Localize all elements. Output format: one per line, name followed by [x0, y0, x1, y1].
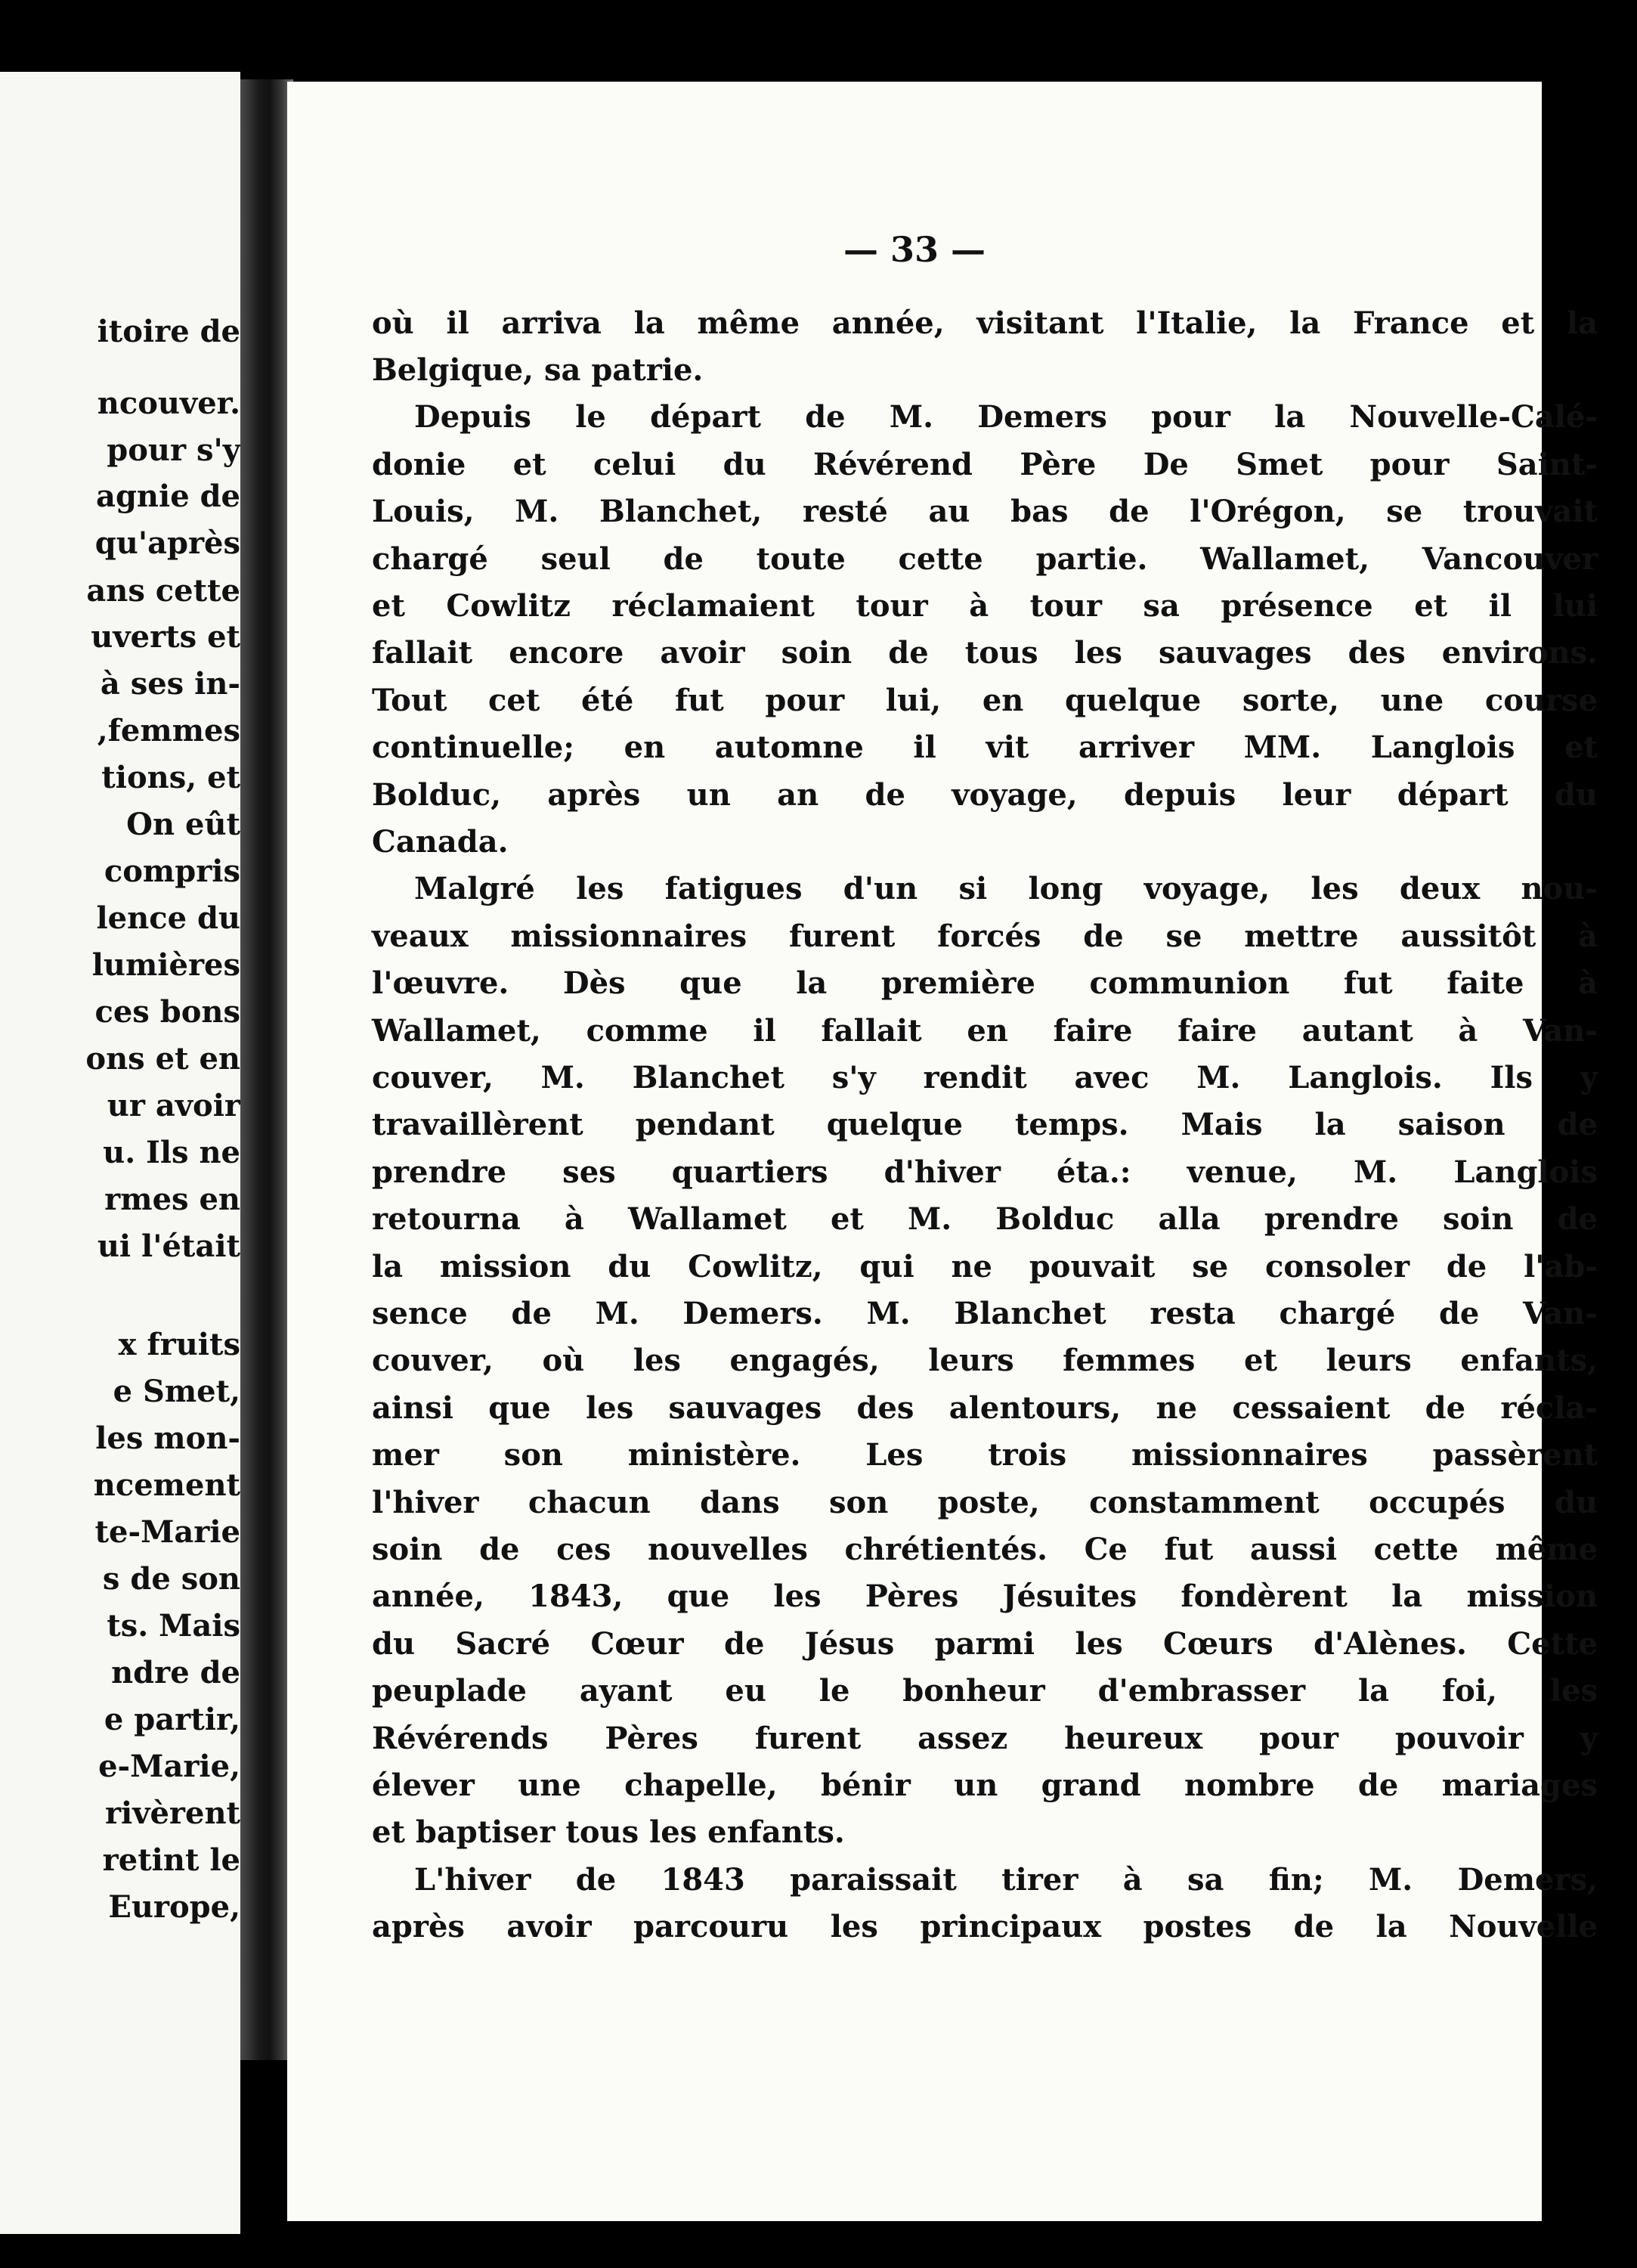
text-line: L'hiver de 1843 paraissait tirer à sa fin; M. Demers,: [414, 1862, 1598, 1898]
left-page-line: x fruits: [118, 1327, 240, 1362]
left-page-line: u. Ils ne: [103, 1135, 240, 1170]
text-line: donie et celui du Révérend Père De Smet pour Saint-: [372, 447, 1598, 482]
text-line: et Cowlitz réclamaient tour à tour sa présence et il lui: [372, 588, 1598, 624]
text-line: mer son ministère. Les trois missionnaires passèrent: [372, 1437, 1598, 1473]
text-line: l'œuvre. Dès que la première communion fut faite à: [372, 965, 1598, 1001]
text-line: soin de ces nouvelles chrétientés. Ce fut aussi cette même: [372, 1532, 1598, 1567]
left-page-line: qu'après: [94, 525, 240, 561]
text-line: Révérends Pères furent assez heureux pour pouvoir y: [372, 1721, 1598, 1756]
text-line: couver, M. Blanchet s'y rendit avec M. Langlois. Ils y: [372, 1060, 1598, 1095]
left-page-line: lence du: [96, 900, 240, 936]
left-page-line: On eût: [126, 807, 240, 842]
left-page-line: e Smet,: [113, 1374, 240, 1409]
text-line: peuplade ayant eu le bonheur d'embrasser la foi, les: [372, 1673, 1598, 1709]
left-page-line: itoire de: [97, 314, 240, 349]
text-line: Wallamet, comme il fallait en faire faire autant à Van-: [372, 1013, 1598, 1049]
left-page-line: lumières: [91, 947, 240, 983]
left-page-line: retint le: [102, 1842, 240, 1878]
text-line: Belgique, sa patrie.: [372, 352, 704, 388]
left-page-line: compris: [104, 854, 240, 889]
text-line: élever une chapelle, bénir un grand nombre de mariages: [372, 1768, 1598, 1803]
text-line: Tout cet été fut pour lui, en quelque sorte, une course: [372, 683, 1598, 718]
text-line: ainsi que les sauvages des alentours, ne cessaient de récla-: [372, 1390, 1598, 1426]
text-line: et baptiser tous les enfants.: [372, 1814, 845, 1850]
left-page-line: ncouver.: [97, 386, 240, 421]
page-number: — 33 —: [843, 229, 986, 270]
text-line: chargé seul de toute cette partie. Wallamet, Vancouver: [372, 541, 1598, 577]
text-line: Canada.: [372, 824, 509, 860]
book-gutter: [240, 79, 293, 2060]
text-line: Malgré les fatigues d'un si long voyage, les deux nou-: [414, 871, 1598, 906]
left-page-line: tions, et: [101, 760, 240, 795]
left-page-line: ces bons: [94, 994, 240, 1030]
text-line: où il arriva la même année, visitant l'Italie, la France et la: [372, 305, 1598, 341]
left-page: [0, 72, 240, 2234]
text-line: année, 1843, que les Pères Jésuites fondèrent la mission: [372, 1579, 1598, 1614]
right-page: [287, 82, 1598, 2221]
left-page-line: uverts et: [91, 619, 240, 655]
text-line: continuelle; en automne il vit arriver MM. Langlois et: [372, 730, 1598, 765]
left-page-line: ncement: [93, 1467, 240, 1503]
left-page-line: e partir,: [104, 1702, 240, 1737]
left-page-line: les mon-: [95, 1421, 240, 1456]
left-page-line: ons et en: [85, 1041, 240, 1077]
left-page-line: s de son: [102, 1561, 240, 1597]
left-page-line: ur avoir: [107, 1088, 240, 1123]
text-line: l'hiver chacun dans son poste, constamment occupés du: [372, 1485, 1598, 1520]
left-page-line: ,femmes: [97, 713, 240, 748]
left-page-line: rmes en: [104, 1182, 240, 1217]
text-line: Louis, M. Blanchet, resté au bas de l'Orégon, se trouvait: [372, 494, 1598, 529]
left-page-line: Europe,: [108, 1889, 240, 1925]
left-page-line: agnie de: [96, 479, 240, 514]
left-page-line: ts. Mais: [107, 1608, 240, 1644]
left-page-line: ans cette: [86, 573, 240, 609]
text-line: Depuis le départ de M. Demers pour la Nouvelle-Calé-: [414, 399, 1598, 435]
text-line: veaux missionnaires furent forcés de se mettre aussitôt à: [372, 919, 1598, 954]
left-page-line: pour s'y: [107, 432, 240, 468]
text-line: couver, où les engagés, leurs femmes et leurs enfants,: [372, 1343, 1598, 1378]
left-page-line: à ses in-: [100, 666, 240, 702]
text-line: du Sacré Cœur de Jésus parmi les Cœurs d'Alènes. Cette: [372, 1626, 1598, 1662]
text-line: retourna à Wallamet et M. Bolduc alla prendre soin de: [372, 1201, 1598, 1237]
text-line: fallait encore avoir soin de tous les sauvages des environs.: [372, 635, 1598, 671]
text-line: prendre ses quartiers d'hiver éta.: venue, M. Langlois: [372, 1154, 1598, 1190]
left-page-line: te-Marie: [94, 1514, 240, 1550]
text-line: sence de M. Demers. M. Blanchet resta chargé de Van-: [372, 1296, 1598, 1331]
text-line: Bolduc, après un an de voyage, depuis leur départ du: [372, 777, 1598, 813]
left-page-line: ndre de: [111, 1655, 240, 1690]
text-line: travaillèrent pendant quelque temps. Mais la saison de: [372, 1107, 1598, 1142]
left-page-line: e-Marie,: [98, 1749, 240, 1784]
text-line: la mission du Cowlitz, qui ne pouvait se consoler de l'ab-: [372, 1249, 1598, 1284]
left-page-line: rivèrent: [104, 1796, 240, 1831]
text-line: après avoir parcouru les principaux postes de la Nouvelle: [372, 1909, 1598, 1944]
left-page-line: ui l'était: [97, 1228, 240, 1264]
